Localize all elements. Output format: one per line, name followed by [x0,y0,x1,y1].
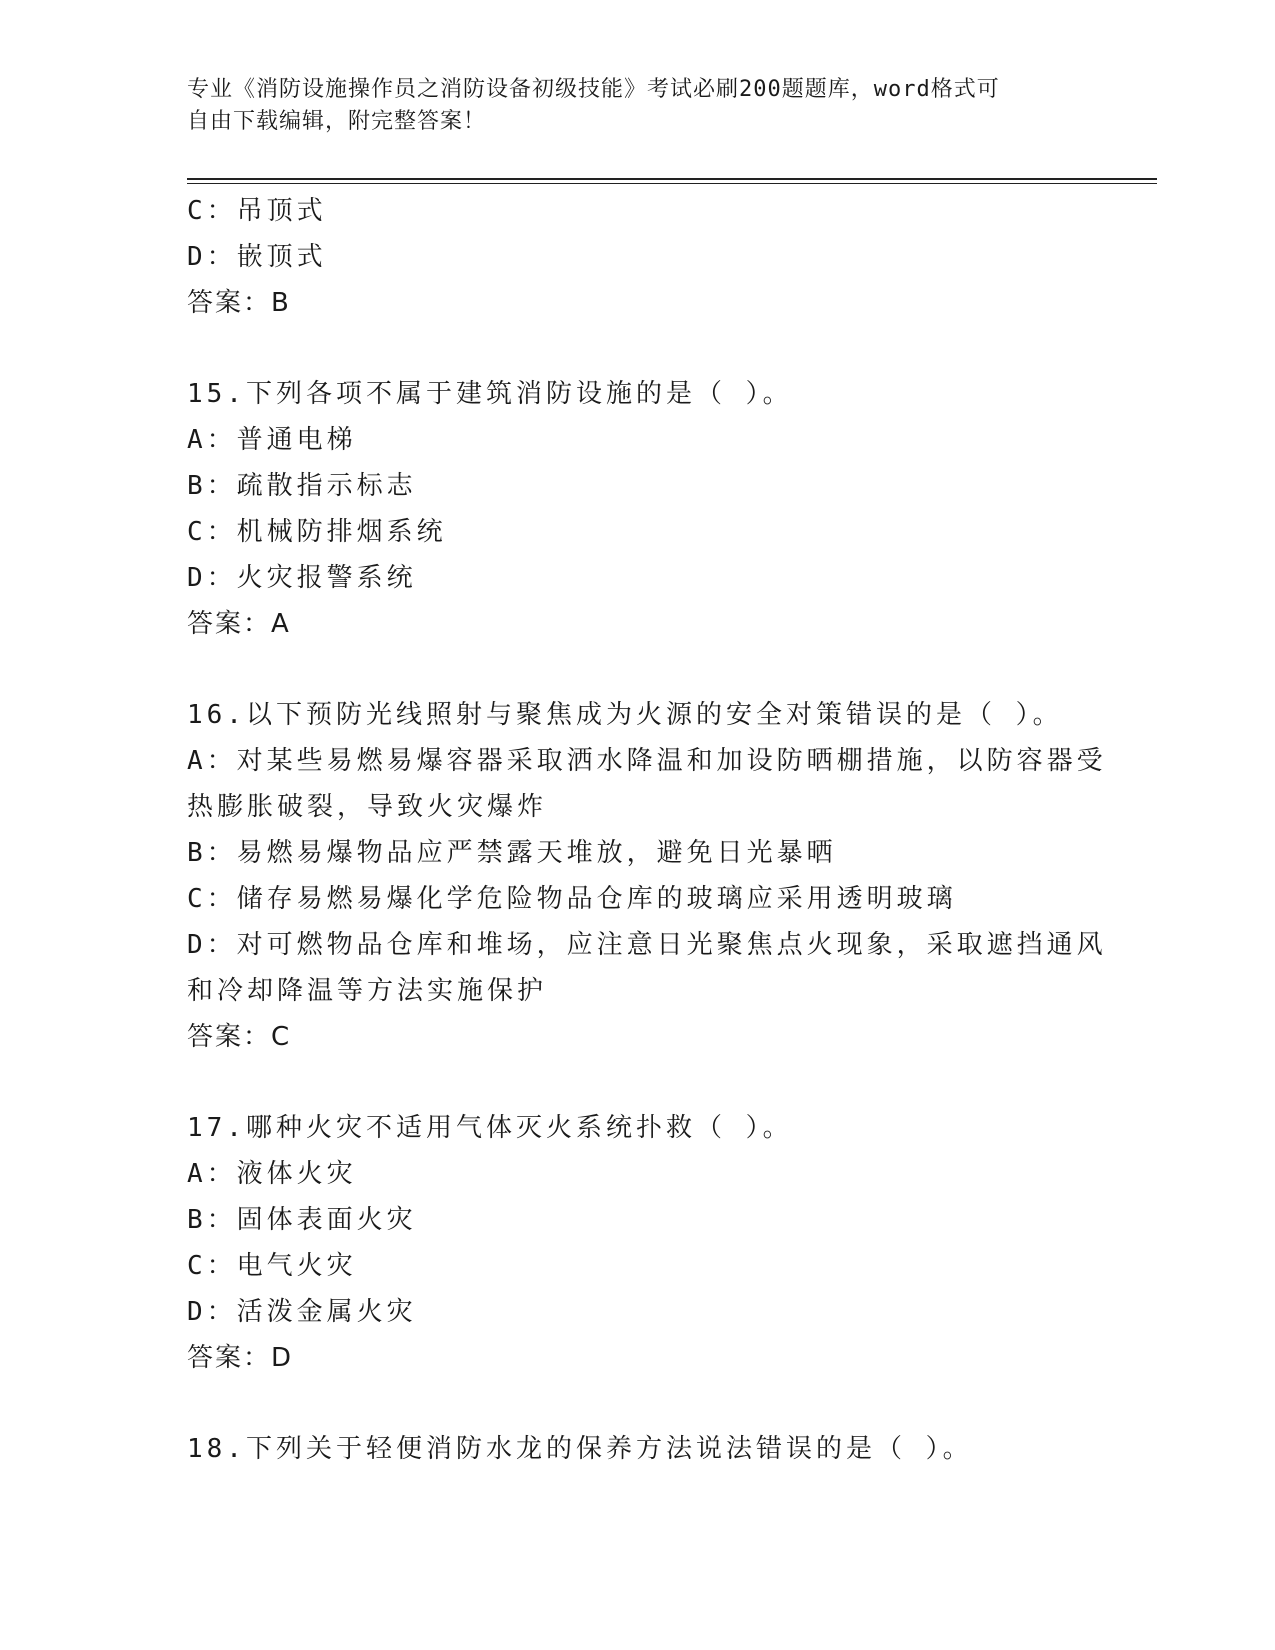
option-b: B：疏散指示标志 [187,471,417,501]
answer-line: 答案：A [187,609,291,639]
header-divider [187,178,1157,184]
option-a-line-1: A：对某些易燃易爆容器采取洒水降温和加设防晒棚措施，以防容器受 [187,746,1107,776]
spacer [187,1060,1087,1105]
option-c: C：电气火灾 [187,1251,357,1281]
spacer [187,647,1087,692]
answer-line: 答案：D [187,1343,294,1373]
question-stem: 18.下列关于轻便消防水龙的保养方法说法错误的是（ ）。 [187,1434,973,1464]
question-stem: 17.哪种火灾不适用气体灭火系统扑救（ ）。 [187,1113,793,1143]
question-17 [187,1105,1087,1381]
option-a: A：普通电梯 [187,425,357,455]
option-a-line-2: 热膨胀破裂，导致火灾爆炸 [187,792,548,822]
document-header [187,74,1087,138]
header-line-2: 自由下载编辑，附完整答案！ [187,109,487,134]
question-16 [187,692,1107,1060]
answer-line: 答案：B [187,288,291,318]
spacer [187,326,1087,371]
question-stem: 15.下列各项不属于建筑消防设施的是（ ）。 [187,379,793,409]
option-c: C：吊顶式 [187,196,327,226]
option-d-line-2: 和冷却降温等方法实施保护 [187,976,548,1006]
question-15 [187,371,1087,647]
question-list [187,188,1107,1472]
option-d: D：活泼金属火灾 [187,1297,417,1327]
option-a: A：液体火灾 [187,1159,357,1189]
answer-line: 答案：C [187,1022,292,1052]
option-c: C：储存易燃易爆化学危险物品仓库的玻璃应采用透明玻璃 [187,884,957,914]
question-18 [187,1426,1087,1472]
option-d-line-1: D：对可燃物品仓库和堆场，应注意日光聚焦点火现象，采取遮挡通风 [187,930,1107,960]
option-b: B：易燃易爆物品应严禁露天堆放，避免日光暴晒 [187,838,837,868]
question-stem: 16.以下预防光线照射与聚焦成为火源的安全对策错误的是（ ）。 [187,700,1063,730]
spacer [187,1381,1087,1426]
header-line-1: 专业《消防设施操作员之消防设备初级技能》考试必刷200题题库，word格式可 [187,77,1000,102]
option-d: D：火灾报警系统 [187,563,417,593]
option-b: B：固体表面火灾 [187,1205,417,1235]
question-14-continued [187,188,1087,326]
option-d: D：嵌顶式 [187,242,327,272]
option-c: C：机械防排烟系统 [187,517,447,547]
